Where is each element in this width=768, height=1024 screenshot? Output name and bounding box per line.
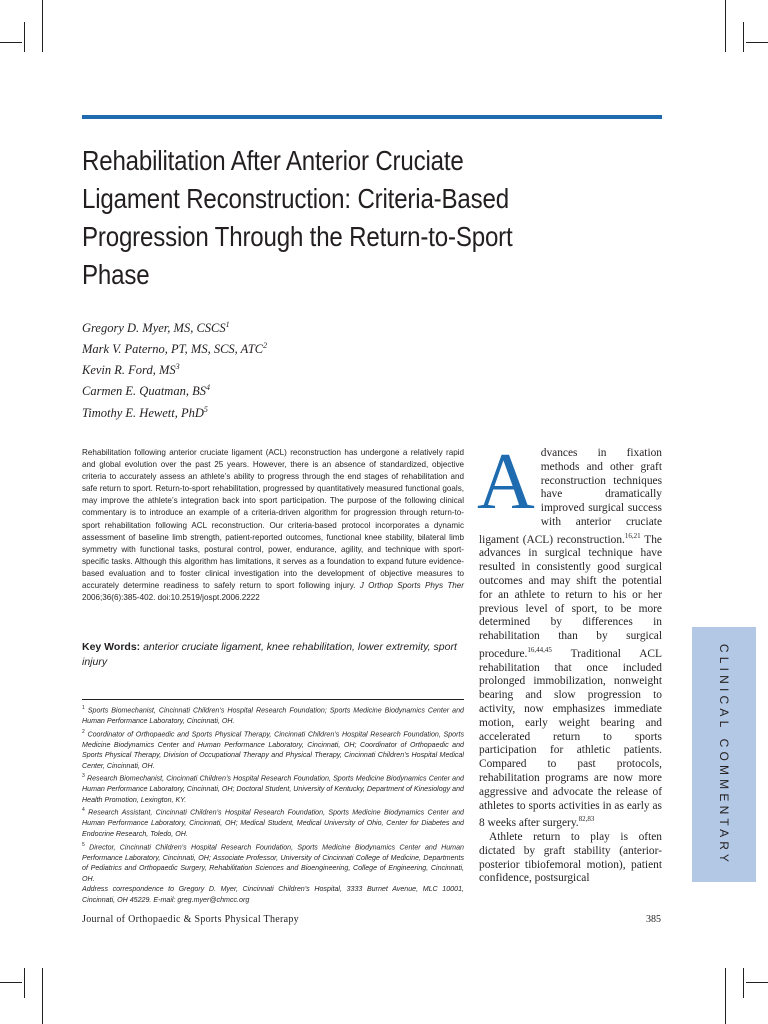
body-text (477, 438, 662, 886)
footnote: $^2$ Coordinator of Orthopaedic and Sports Physical Therapy, Cincinnati Children’s Hospital Research Foundation, Sports Medicine Biodynamics Center and Human Performance Laboratory, Cincinnati, OH; Coordinator of Orthopaedic and Sports Physical Therapy, Division of Occupational Therapy and Physical Therapy, Cincinnati Children’s Hospital Medical Center, Cincinnati, OH. (82, 728, 464, 770)
keywords-text: anterior cruciate ligament, knee rehabilitation, lower extremity, sport injury (82, 641, 457, 668)
abstract (82, 447, 464, 604)
footnote: $^3$ Research Biomechanist, Cincinnati Children’s Hospital Research Foundation, Sports Medicine Biodynamics Center and Human Performance Laboratory, Cincinnati, OH; Doctoral Student, University of Kentucky, Department of Kinesiology and Health Promotion, Lexington, KY. (82, 773, 464, 804)
title-line: Ligament Reconstruction: Criteria-Based (82, 183, 509, 214)
section-tab-label: CLINICAL COMMENTARY (717, 643, 731, 867)
page-number: 385 (646, 914, 661, 925)
title-line: Progression Through the Return-to-Sport (82, 221, 513, 252)
crop-mark (0, 982, 22, 983)
author: Kevin R. Ford, $MS^3$ (82, 362, 180, 378)
article-title (82, 142, 663, 294)
crop-mark (725, 968, 726, 1024)
author: Carmen E. Quatman, $BS^4$ (82, 383, 210, 399)
crop-mark (24, 968, 25, 998)
title-line: Rehabilitation After Anterior Cruciate (82, 145, 464, 176)
footer-journal: Journal of Orthopaedic & Sports Physical Therapy (82, 914, 299, 925)
author: Timothy E. Hewett, PhD$^5$ (82, 404, 208, 420)
body-paragraph: Advances in fixation methods and other graft reconstruction techniques have dramatically improved surgical success with anterior cruciate ligament (ACL) reconstruction.$^{16,21}$ The advances in surgical technique have resulted in consistently good surgical outcomes and may shift the potential for an athlete to return to his or her previous level of sport, to be more determined by differences in rehabilitation than by surgical procedure.$^{16,44,45}$ Traditional ACL rehabilitation that once included prolonged immobilization, nonweight bearing and slow progression to activity, now emphasizes immediate motion, early weight bearing and accelerated return to sports participation for athletic patients. Compared to past protocols, rehabilitation programs are now more aggressive and advocate the release of athletes to sports activities in as early as 8 weeks after surgery.$^{82,83}$ (477, 438, 662, 830)
affiliation-footnotes (82, 703, 464, 905)
title-line: Phase (82, 259, 150, 290)
drop-cap: A (477, 438, 535, 526)
crop-mark (24, 22, 25, 52)
crop-mark (746, 982, 768, 983)
citation-details: 2006;36(6):385-402. doi:10.2519/jospt.2006.2222 (82, 593, 260, 603)
author: Mark V. Paterno, PT, MS, SCS, ATC$^2$ (82, 341, 268, 357)
crop-mark (42, 968, 43, 1024)
crop-mark (743, 22, 744, 52)
citation-journal: J Orthop Sports Phys Ther (359, 581, 464, 591)
correspondence-note: Address correspondence to Gregory D. Myer, Cincinnati Children’s Hospital, 3333 Burnet Avenue, MLC 10001, Cincinnati, OH 45229. E-mail: greg.myer@chmcc.org (82, 885, 464, 904)
crop-mark (42, 0, 43, 52)
footnote: $^5$ Director, Cincinnati Children’s Hospital Research Foundation, Sports Medicine Biodynamics Center and Human Performance Laboratory, Cincinnati, OH; Associate Professor, University of Cincinnati College of Medicine, Departments of Pediatrics and Orthopaedic Surgery, Rehabilitation Sciences and Bioengineering, College of Engineering, Cincinnati, OH. (82, 841, 464, 883)
keywords (82, 640, 464, 670)
abstract-text: Rehabilitation following anterior cruciate ligament (ACL) reconstruction has undergone a relatively rapid and global evolution over the past 25 years. However, there is an absence of standardized, objective criteria to accurately assess an athlete’s ability to progress through the end stages of rehabilitation and safe return to sport. Return-to-sport rehabilitation, progressed by quantitatively measured functional goals, may improve the athlete’s integration back into sport participation. The purpose of the following clinical commentary is to introduce an example of a criteria-driven algorithm for progression through return-to-sport rehabilitation following ACL reconstruction. Our criteria-based protocol incorporates a dynamic assessment of baseline limb strength, patient-reported outcomes, functional knee stability, bilateral limb symmetry with functional tasks, postural control, power, endurance, agility, and technique with sport-specific tasks. Although this algorithm has limitations, it serves as a foundation to expand future evidence-based evaluation and to foster clinical investigation into the development of objective measures to accurately determine readiness to safely return to sport following injury. (82, 448, 464, 591)
author: Gregory D. Myer, MS, CSCS$^1$ (82, 320, 230, 336)
crop-mark (743, 968, 744, 998)
footnote: $^1$ Sports Biomechanist, Cincinnati Children’s Hospital Research Foundation; Sports Medicine Biodynamics Center and Human Performance Laboratory, Cincinnati, OH. (82, 705, 464, 725)
crop-mark (746, 42, 768, 43)
crop-mark (0, 42, 22, 43)
footnote: $^4$ Research Assistant, Cincinnati Children’s Hospital Research Foundation, Sports Medicine Biodynamics Center and Human Performance Laboratory, Cincinnati, OH; Medical Student, Medical University of Ohio, Center for Diabetes and Endocrine Research, Toledo, OH. (82, 807, 464, 838)
author-list (82, 316, 482, 422)
header-rule (82, 115, 662, 119)
keywords-label: Key Words: (82, 641, 141, 653)
body-paragraph: Athlete return to play is often dictated by graft stability (anterior-posterior tibiofemoral motion), patient confidence, postsurgical (479, 830, 662, 885)
footnote-divider (82, 699, 464, 700)
crop-mark (725, 0, 726, 52)
section-tab (692, 627, 756, 882)
